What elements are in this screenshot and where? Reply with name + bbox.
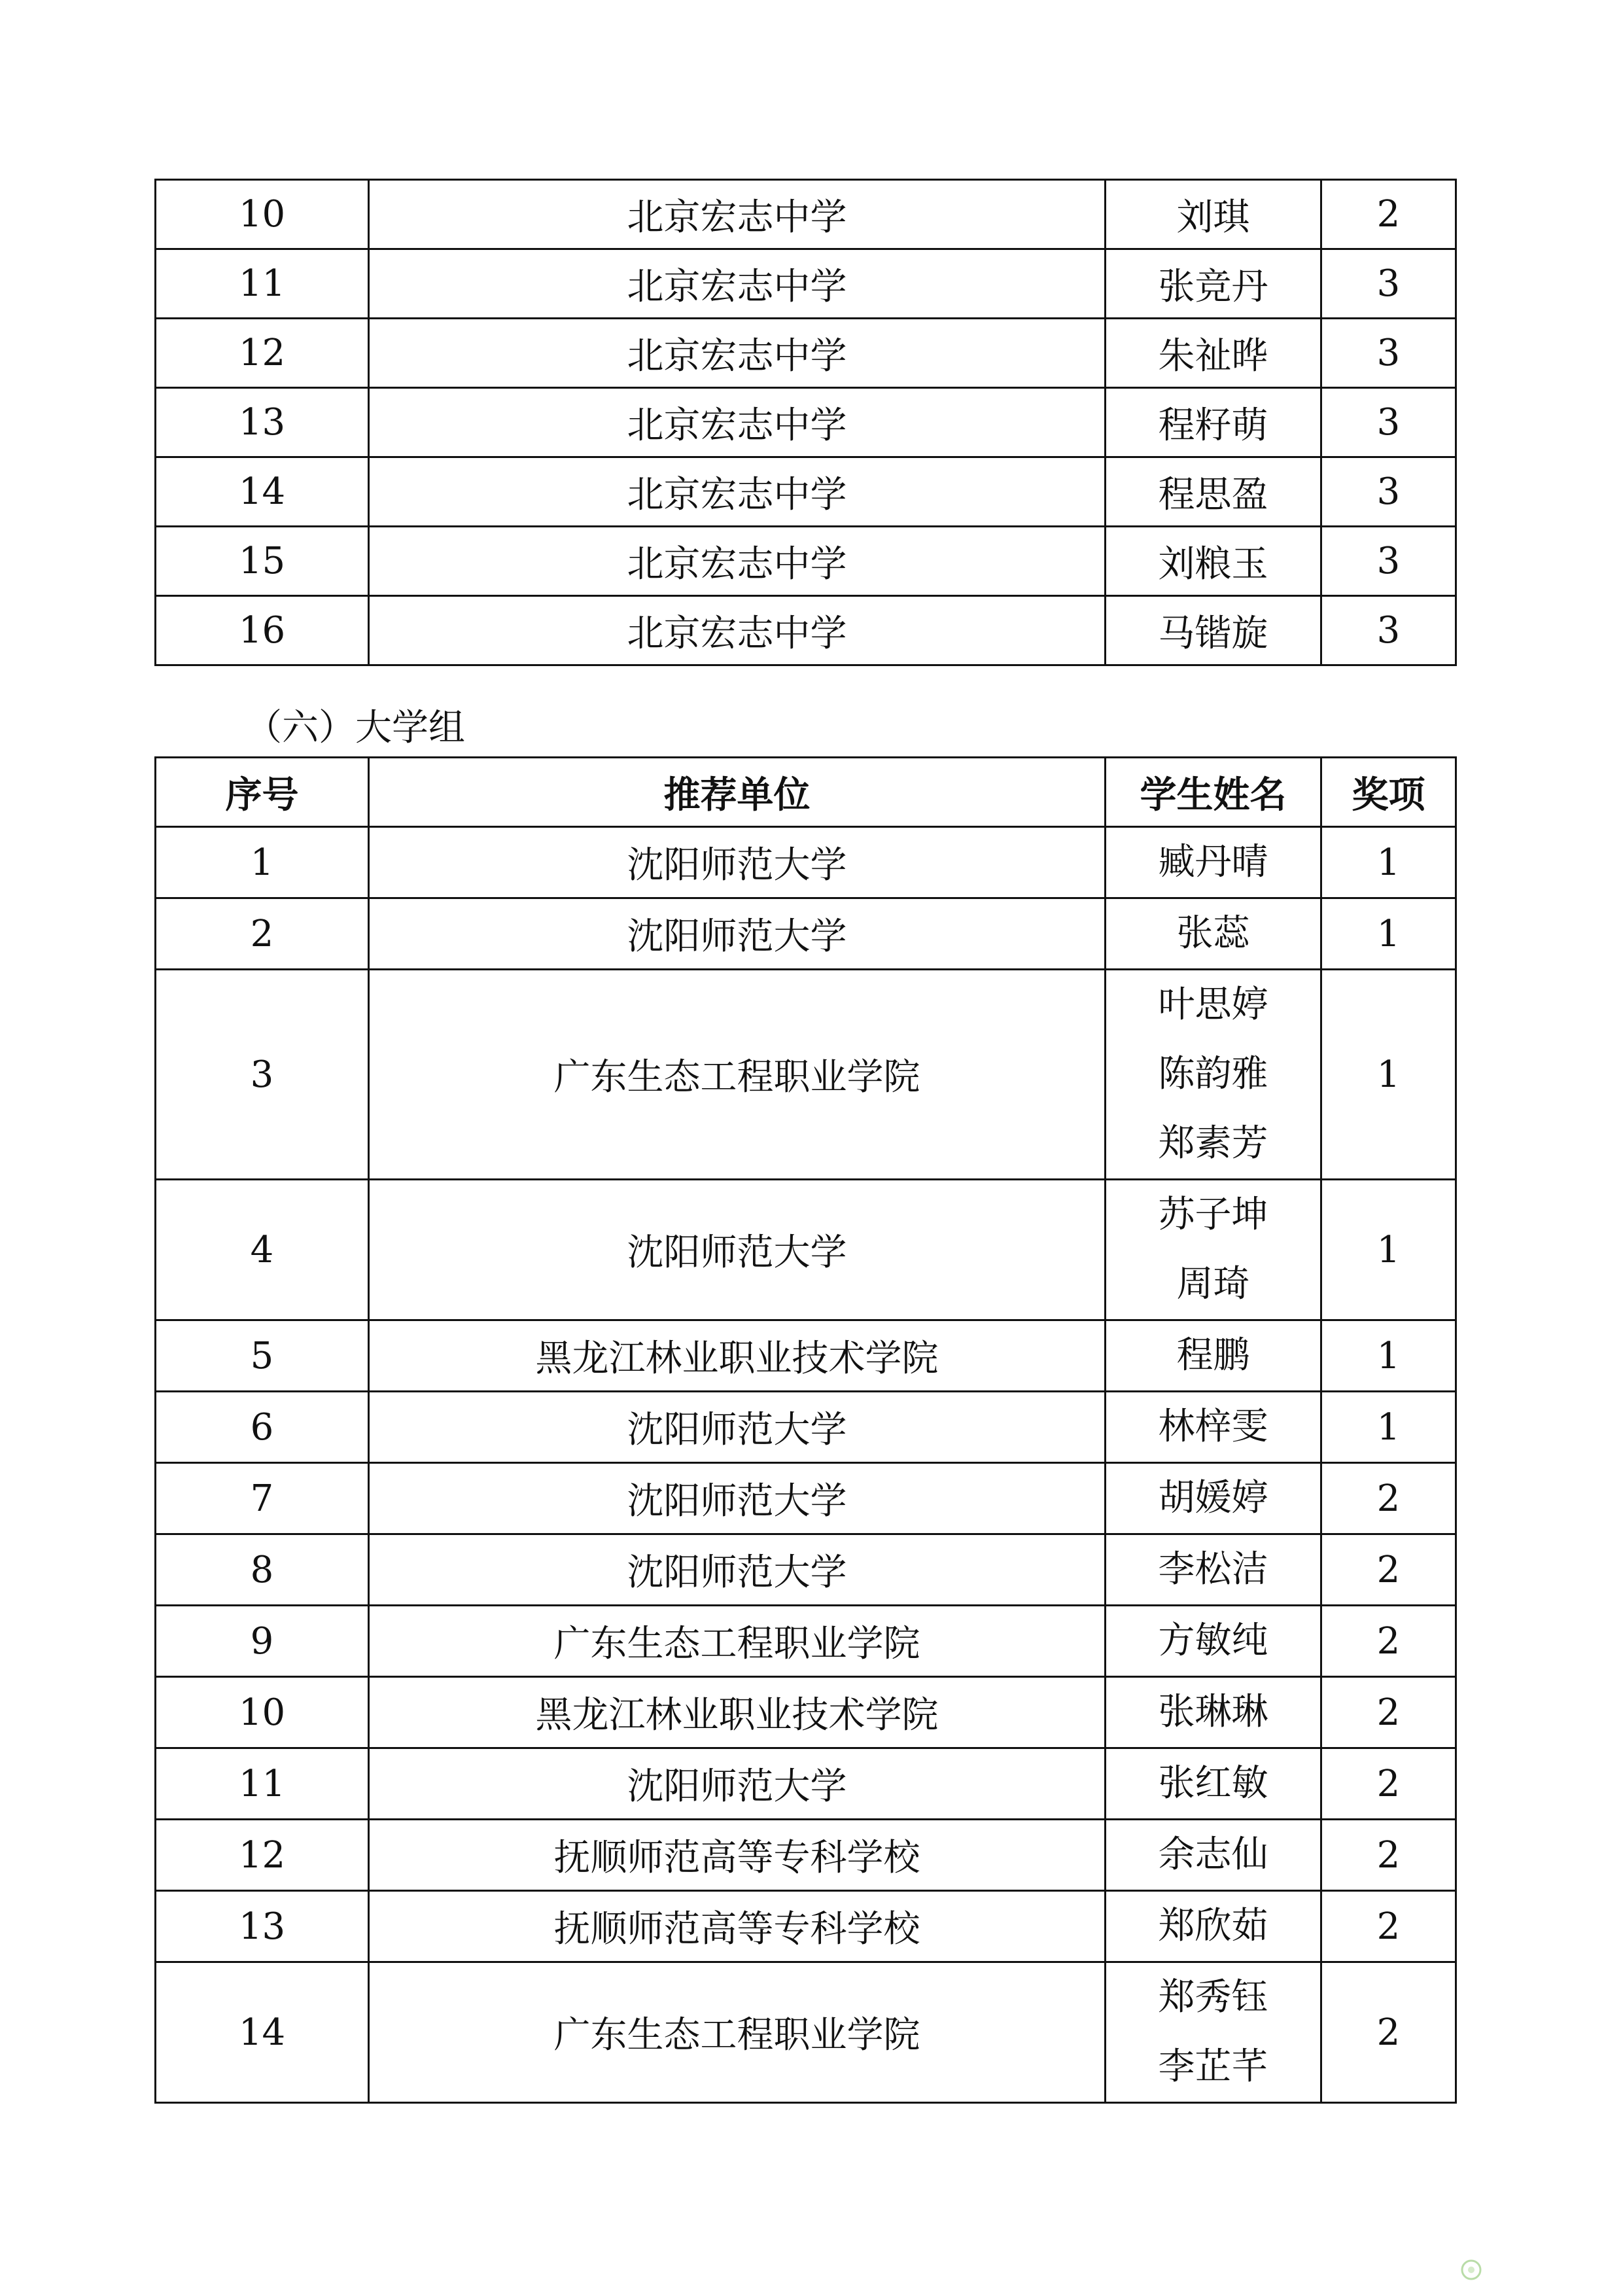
student-name: 胡媛婷 (1158, 1477, 1268, 1519)
cell-award: 3 (1321, 596, 1456, 665)
cell-unit: 北京宏志中学 (369, 457, 1106, 527)
cell-names (1106, 1180, 1321, 1320)
cell-name: 张竞丹 (1106, 249, 1321, 319)
cell-unit: 北京宏志中学 (369, 180, 1106, 249)
cell-award: 3 (1321, 249, 1456, 319)
awards-table-continued (154, 179, 1457, 666)
table-row (156, 1748, 1456, 1820)
table-row (156, 457, 1456, 527)
cell-no: 13 (156, 1891, 369, 1962)
student-name: 方敏纯 (1158, 1619, 1268, 1662)
cell-unit: 沈阳师范大学 (369, 1748, 1106, 1820)
student-name: 臧丹晴 (1158, 841, 1268, 883)
awards-table-university (154, 756, 1457, 2104)
student-name: 郑素芳 (1158, 1122, 1268, 1165)
cell-no: 15 (156, 527, 369, 596)
cell-award: 3 (1321, 388, 1456, 457)
cell-names (1106, 1606, 1321, 1677)
cell-award: 3 (1321, 527, 1456, 596)
table-row (156, 596, 1456, 665)
student-name: 程鹏 (1176, 1334, 1250, 1377)
cell-award: 1 (1321, 898, 1456, 970)
cell-unit: 北京宏志中学 (369, 249, 1106, 319)
cell-award: 2 (1321, 1891, 1456, 1962)
header-award: 奖项 (1321, 758, 1456, 827)
student-name: 叶思婷 (1158, 983, 1268, 1026)
cell-names (1106, 1463, 1321, 1534)
cell-names (1106, 1392, 1321, 1463)
cell-name: 刘琪 (1106, 180, 1321, 249)
table-row (156, 388, 1456, 457)
student-name: 陈韵雅 (1158, 1053, 1268, 1095)
cell-award: 2 (1321, 1820, 1456, 1891)
cell-name: 程思盈 (1106, 457, 1321, 527)
cell-award: 3 (1321, 457, 1456, 527)
cell-award: 2 (1321, 1606, 1456, 1677)
cell-award: 1 (1321, 1180, 1456, 1320)
header-name: 学生姓名 (1106, 758, 1321, 827)
cell-unit: 北京宏志中学 (369, 596, 1106, 665)
cell-award: 2 (1321, 1677, 1456, 1748)
student-name: 张琳琳 (1158, 1691, 1268, 1733)
cell-unit: 沈阳师范大学 (369, 1180, 1106, 1320)
cell-no: 14 (156, 457, 369, 527)
student-name: 苏子坤 (1158, 1193, 1268, 1236)
cell-names (1106, 1320, 1321, 1392)
cell-names (1106, 898, 1321, 970)
student-name: 张蕊 (1176, 912, 1250, 955)
cell-award: 3 (1321, 319, 1456, 388)
cell-unit: 北京宏志中学 (369, 319, 1106, 388)
circle-mark-icon (1460, 2259, 1482, 2281)
table-row (156, 1180, 1456, 1320)
table-row (156, 527, 1456, 596)
cell-no: 7 (156, 1463, 369, 1534)
cell-award: 1 (1321, 970, 1456, 1180)
cell-unit: 黑龙江林业职业技术学院 (369, 1677, 1106, 1748)
cell-no: 3 (156, 970, 369, 1180)
table-row (156, 180, 1456, 249)
student-name: 郑欣茹 (1158, 1905, 1268, 1947)
cell-award: 1 (1321, 827, 1456, 898)
cell-unit: 北京宏志中学 (369, 527, 1106, 596)
cell-unit: 北京宏志中学 (369, 388, 1106, 457)
student-name: 李松洁 (1158, 1548, 1268, 1591)
table-row (156, 1891, 1456, 1962)
table-row (156, 970, 1456, 1180)
cell-names (1106, 1891, 1321, 1962)
cell-award: 2 (1321, 180, 1456, 249)
cell-unit: 抚顺师范高等专科学校 (369, 1891, 1106, 1962)
table-row (156, 827, 1456, 898)
student-name: 张红敏 (1158, 1762, 1268, 1805)
cell-names (1106, 1820, 1321, 1891)
table-row (156, 1320, 1456, 1392)
cell-name: 朱祉晔 (1106, 319, 1321, 388)
table-row (156, 1606, 1456, 1677)
cell-unit: 抚顺师范高等专科学校 (369, 1820, 1106, 1891)
table-row (156, 1820, 1456, 1891)
cell-no: 10 (156, 1677, 369, 1748)
cell-no: 6 (156, 1392, 369, 1463)
cell-award: 1 (1321, 1392, 1456, 1463)
student-name: 郑秀钰 (1158, 1976, 1268, 2019)
table-row (156, 1534, 1456, 1606)
cell-unit: 沈阳师范大学 (369, 898, 1106, 970)
table-row (156, 1392, 1456, 1463)
cell-award: 2 (1321, 1748, 1456, 1820)
cell-no: 14 (156, 1962, 369, 2103)
cell-unit: 沈阳师范大学 (369, 827, 1106, 898)
cell-no: 8 (156, 1534, 369, 1606)
cell-name: 马锴旋 (1106, 596, 1321, 665)
cell-no: 12 (156, 1820, 369, 1891)
table-row (156, 249, 1456, 319)
cell-unit: 广东生态工程职业学院 (369, 1962, 1106, 2103)
cell-award: 2 (1321, 1962, 1456, 2103)
header-row (156, 758, 1456, 827)
cell-no: 1 (156, 827, 369, 898)
student-name: 李芷芊 (1158, 2045, 1268, 2088)
cell-no: 5 (156, 1320, 369, 1392)
cell-unit: 广东生态工程职业学院 (369, 970, 1106, 1180)
cell-names (1106, 970, 1321, 1180)
cell-names (1106, 1962, 1321, 2103)
cell-unit: 沈阳师范大学 (369, 1392, 1106, 1463)
cell-award: 2 (1321, 1463, 1456, 1534)
section-heading-university: （六）大学组 (245, 707, 465, 749)
cell-name: 刘粮玉 (1106, 527, 1321, 596)
cell-unit: 广东生态工程职业学院 (369, 1606, 1106, 1677)
cell-no: 12 (156, 319, 369, 388)
cell-no: 2 (156, 898, 369, 970)
table-row (156, 1463, 1456, 1534)
cell-unit: 沈阳师范大学 (369, 1463, 1106, 1534)
cell-no: 9 (156, 1606, 369, 1677)
cell-names (1106, 1677, 1321, 1748)
cell-no: 13 (156, 388, 369, 457)
cell-award: 2 (1321, 1534, 1456, 1606)
student-name: 周琦 (1176, 1263, 1250, 1305)
cell-no: 10 (156, 180, 369, 249)
cell-names (1106, 1748, 1321, 1820)
cell-unit: 沈阳师范大学 (369, 1534, 1106, 1606)
cell-no: 11 (156, 1748, 369, 1820)
table-row (156, 1677, 1456, 1748)
header-unit: 推荐单位 (369, 758, 1106, 827)
student-name: 林梓雯 (1158, 1405, 1268, 1448)
table-row (156, 898, 1456, 970)
cell-names (1106, 1534, 1321, 1606)
cell-no: 11 (156, 249, 369, 319)
cell-award: 1 (1321, 1320, 1456, 1392)
cell-names (1106, 827, 1321, 898)
cell-no: 16 (156, 596, 369, 665)
student-name: 余志仙 (1158, 1833, 1268, 1876)
cell-name: 程籽萌 (1106, 388, 1321, 457)
cell-no: 4 (156, 1180, 369, 1320)
table-row (156, 1962, 1456, 2103)
table-row (156, 319, 1456, 388)
header-no: 序号 (156, 758, 369, 827)
cell-unit: 黑龙江林业职业技术学院 (369, 1320, 1106, 1392)
